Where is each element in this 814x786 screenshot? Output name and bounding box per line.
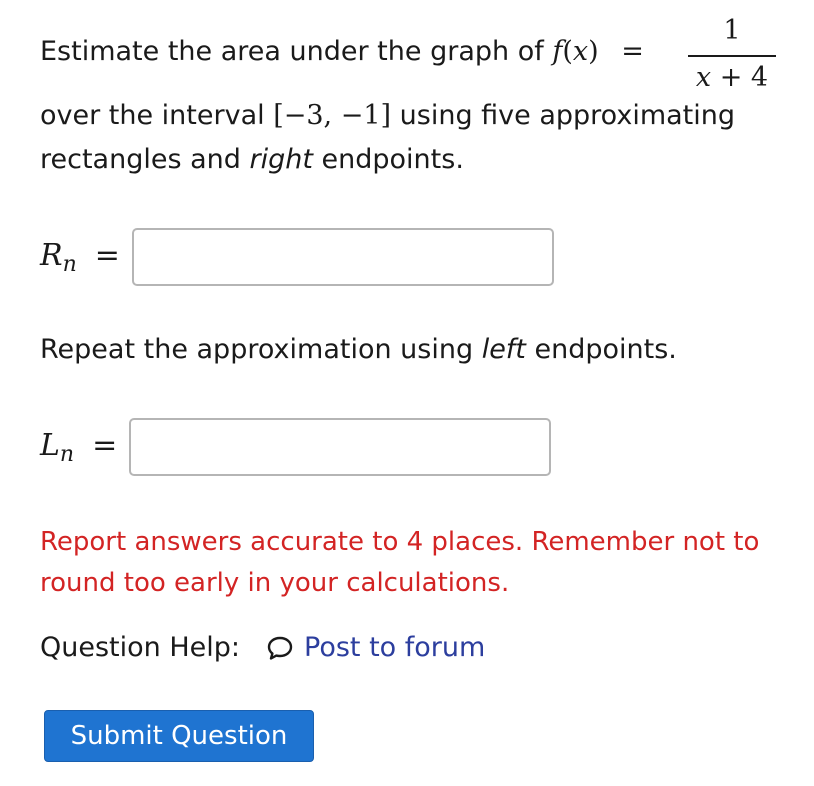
repeat-intro: Repeat the approximation using bbox=[40, 334, 482, 365]
question-line-1 bbox=[40, 36, 644, 67]
question-line-3 bbox=[40, 144, 464, 175]
function-equals: = bbox=[621, 36, 644, 67]
denominator-variable: x bbox=[695, 62, 712, 93]
repeat-rest: endpoints. bbox=[525, 334, 677, 365]
endpoints-emphasis: right bbox=[249, 144, 313, 175]
left-sum-input[interactable] bbox=[129, 418, 551, 476]
submit-question-button[interactable]: Submit Question bbox=[44, 710, 314, 762]
repeat-instruction bbox=[40, 334, 677, 365]
fraction-numerator: 1 bbox=[723, 15, 741, 46]
function-name: f bbox=[552, 36, 563, 67]
right-sum-input[interactable] bbox=[132, 228, 554, 286]
left-sum-subscript: n bbox=[59, 442, 75, 467]
left-sum-label bbox=[40, 428, 117, 467]
interval-value: [−3, −1] bbox=[273, 100, 392, 131]
fraction-bar bbox=[688, 55, 776, 57]
question-help-label: Question Help: bbox=[40, 632, 240, 663]
function-close-paren: ) bbox=[588, 36, 599, 67]
question-help bbox=[40, 632, 485, 663]
function-open-paren: ( bbox=[562, 36, 573, 67]
endpoints-rest: endpoints. bbox=[312, 144, 464, 175]
endpoints-intro: rectangles and bbox=[40, 144, 250, 175]
speech-bubble-icon[interactable] bbox=[266, 634, 294, 662]
interval-intro: over the interval bbox=[40, 100, 274, 131]
denominator-rest: + 4 bbox=[711, 62, 769, 93]
function-fraction bbox=[688, 12, 776, 96]
right-sum-label bbox=[40, 238, 120, 277]
question-intro: Estimate the area under the graph of bbox=[40, 36, 553, 67]
interval-rest: using five approximating bbox=[391, 100, 736, 131]
fraction-denominator bbox=[688, 60, 776, 96]
left-sum-equals: = bbox=[92, 428, 118, 463]
right-sum-equals: = bbox=[94, 238, 120, 273]
left-sum-letter: L bbox=[40, 428, 60, 463]
right-sum-subscript: n bbox=[62, 252, 77, 277]
accuracy-warning: Report answers accurate to 4 places. Remember not to round too early in your calculations. bbox=[40, 527, 760, 598]
question-line-2 bbox=[40, 100, 735, 131]
repeat-emphasis: left bbox=[481, 334, 526, 365]
post-to-forum-link[interactable]: Post to forum bbox=[304, 632, 486, 663]
function-variable: x bbox=[572, 36, 589, 67]
right-sum-letter: R bbox=[40, 238, 63, 273]
